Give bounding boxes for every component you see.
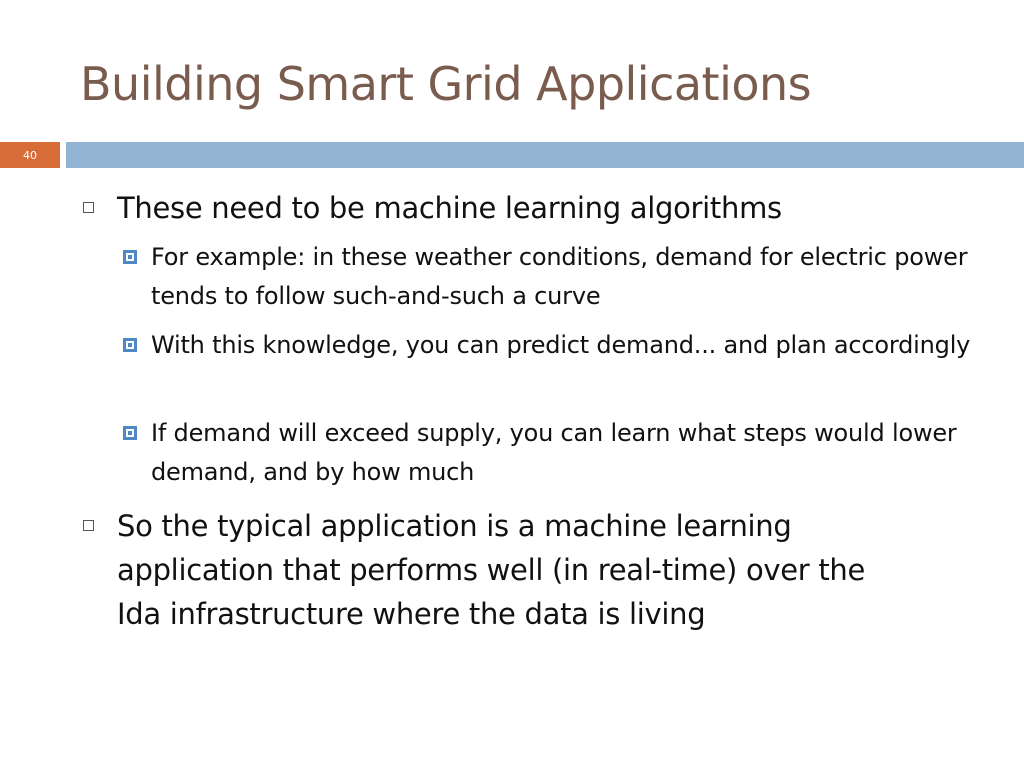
title-rule: [66, 142, 1024, 168]
slide-title: Building Smart Grid Applications: [80, 57, 812, 111]
square-bullet-icon: [123, 250, 137, 264]
bullet-level1: [117, 504, 917, 636]
bullet-text: If demand will exceed supply, you can learn what steps would lower demand, and by how much: [151, 419, 957, 486]
hollow-square-bullet-icon: [83, 520, 94, 531]
bullet-text: For example: in these weather conditions, demand for electric power tends to follow such-and-such a curve: [151, 243, 968, 310]
bullet-text: So the typical application is a machine learning application that performs well (in real-time) over the Ida infrastructure where the data is living: [117, 509, 866, 631]
bullet-level2: [151, 414, 991, 492]
bullet-level2: [151, 326, 991, 365]
bullet-text: With this knowledge, you can predict demand... and plan accordingly: [151, 331, 971, 359]
square-bullet-icon: [123, 338, 137, 352]
square-bullet-icon: [123, 426, 137, 440]
bullet-level2: [151, 238, 991, 316]
slide-number: 40: [0, 142, 60, 168]
hollow-square-bullet-icon: [83, 202, 94, 213]
bullet-text: These need to be machine learning algorithms: [117, 191, 782, 225]
bullet-level1: [117, 186, 967, 230]
